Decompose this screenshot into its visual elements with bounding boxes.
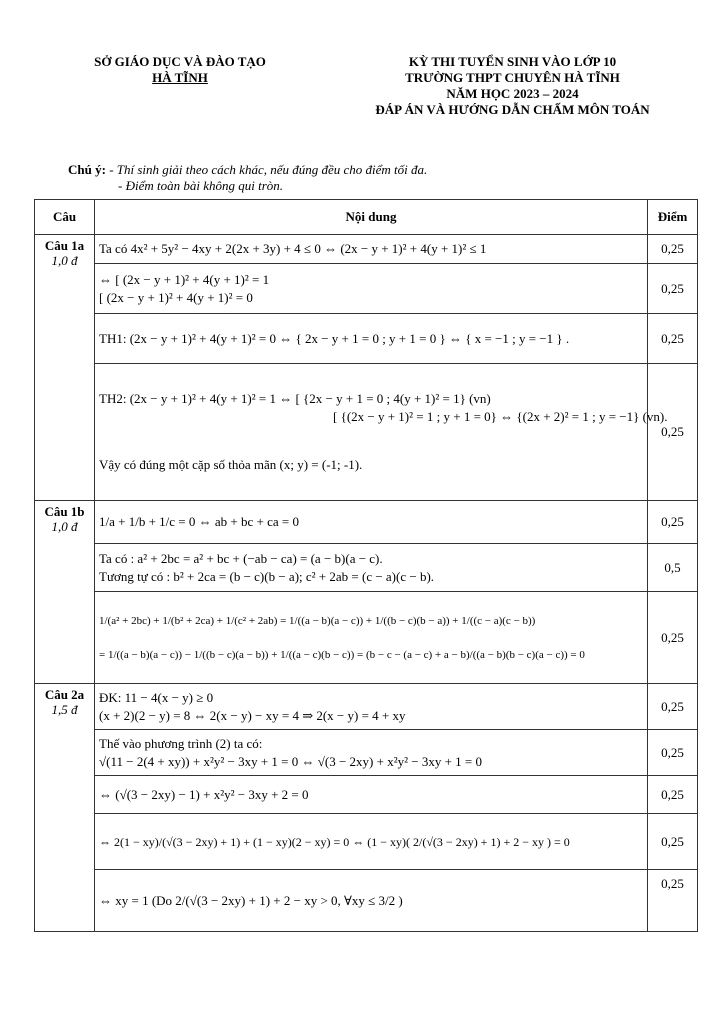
table-row (35, 264, 698, 314)
row-line: Vậy có đúng một cặp số thỏa mãn (x; y) = (-1; -1). (99, 457, 363, 472)
row-content: TH1: (2x − y + 1)² + 4(y + 1)² = 0 ⇔ { 2x − y + 1 = 0 ; y + 1 = 0 } ⇔ { x = −1 ; y = −1 } . (95, 314, 648, 364)
row-score: 0,25 (648, 870, 698, 932)
question-points: 1,5 đ (51, 702, 78, 717)
document-title: ĐÁP ÁN VÀ HƯỚNG DẪN CHẤM MÔN TOÁN (375, 102, 650, 117)
row-line: Ta có : a² + 2bc = a² + bc + (−ab − ca) = (a − b)(a − c). (99, 550, 383, 566)
row-content (95, 264, 648, 314)
question-1b (35, 501, 95, 684)
row-score: 0,25 (648, 730, 698, 776)
table-row (35, 870, 698, 932)
question-label: Câu 1b (44, 504, 85, 519)
row-score: 0,25 (648, 264, 698, 314)
table-row (35, 235, 698, 264)
table-row (35, 364, 698, 501)
table-header-row (35, 200, 698, 235)
row-content (95, 730, 648, 776)
row-content: ⇔ xy = 1 (Do 2/(√(3 − 2xy) + 1) + 2 − xy > 0, ∀xy ≤ 3/2 ) (95, 870, 648, 932)
table-row (35, 814, 698, 870)
row-content: ⇔ 2(1 − xy)/(√(3 − 2xy) + 1) + (1 − xy)(2 − xy) = 0 ⇔ (1 − xy)( 2/(√(3 − 2xy) + 1) + 2 − xy ) = 0 (95, 814, 648, 870)
table-row (35, 501, 698, 544)
table-row (35, 776, 698, 814)
row-line: Thế vào phương trình (2) ta có: (99, 735, 263, 751)
row-content: ⇔ (√(3 − 2xy) − 1) + x²y² − 3xy + 2 = 0 (95, 776, 648, 814)
row-score: 0,25 (648, 235, 698, 264)
school-name: TRƯỜNG THPT CHUYÊN HÀ TĨNH (405, 70, 620, 85)
header-content: Nội dung (95, 200, 648, 235)
row-score: 0,25 (648, 684, 698, 730)
table-row (35, 544, 698, 592)
row-score: 0,25 (648, 364, 698, 501)
table-row (35, 684, 698, 730)
question-points: 1,0 đ (51, 253, 78, 268)
row-content (95, 364, 668, 501)
note-line-2: - Điểm toàn bài không qui tròn. (118, 178, 284, 193)
row-score: 0,25 (648, 814, 698, 870)
question-1a (35, 235, 95, 501)
row-score: 0,25 (648, 776, 698, 814)
question-points: 1,0 đ (51, 519, 78, 534)
header-left (60, 54, 300, 86)
header-right (335, 54, 690, 118)
row-content: 1/a + 1/b + 1/c = 0 ⇔ ab + bc + ca = 0 (95, 501, 648, 544)
note-line-1: - Thí sinh giải theo cách khác, nếu đúng đều cho điểm tối đa. (109, 162, 428, 177)
table-row (35, 314, 698, 364)
question-label: Câu 1a (44, 238, 85, 253)
table-row (35, 730, 698, 776)
row-score: 0,25 (648, 501, 698, 544)
row-score: 0,5 (648, 544, 698, 592)
row-line: (x + 2)(2 − y) = 8 ⇔ 2(x − y) − xy = 4 ⇒ 2(x − y) = 4 + xy (99, 707, 406, 723)
question-label: Câu 2a (44, 687, 85, 702)
row-line: = 1/((a − b)(a − c)) − 1/((b − c)(a − b)) + 1/((a − c)(b − c)) = (b − c − (a − c) + a − b)/((a − b)(b − c)(a − c)) = 0 (99, 648, 585, 661)
row-content (95, 592, 648, 684)
header-score: Điểm (648, 200, 698, 235)
row-content (95, 684, 648, 730)
row-score: 0,25 (648, 592, 698, 684)
note (68, 162, 668, 194)
question-2a (35, 684, 95, 932)
table-row (35, 592, 698, 684)
answer-table (34, 199, 698, 932)
row-line: √(11 − 2(4 + xy)) + x²y² − 3xy + 1 = 0 ⇔ √(3 − 2xy) + x²y² − 3xy + 1 = 0 (99, 753, 482, 769)
row-line: TH2: (2x − y + 1)² + 4(y + 1)² = 1 ⇔ [ {2x − y + 1 = 0 ; 4(y + 1)² = 1} (vn) (99, 391, 491, 406)
department-name: SỞ GIÁO DỤC VÀ ĐÀO TẠO (94, 54, 266, 69)
row-line: Tương tự có : b² + 2ca = (b − c)(b − a); c² + 2ab = (c − a)(c − b). (99, 568, 435, 584)
header-question: Câu (35, 200, 95, 235)
exam-title: KỲ THI TUYỂN SINH VÀO LỚP 10 (408, 54, 617, 69)
row-score: 0,25 (648, 314, 698, 364)
row-line: ĐK: 11 − 4(x − y) ≥ 0 (99, 689, 214, 705)
row-content (95, 544, 648, 592)
row-line: ⇔ [ (2x − y + 1)² + 4(y + 1)² = 1 (99, 271, 270, 287)
province-name: HÀ TĨNH (152, 70, 208, 85)
row-content: Ta có 4x² + 5y² − 4xy + 2(2x + 3y) + 4 ≤ 0 ⇔ (2x − y + 1)² + 4(y + 1)² ≤ 1 (95, 235, 648, 264)
school-year: NĂM HỌC 2023 – 2024 (446, 86, 579, 101)
note-label: Chú ý: (68, 162, 106, 177)
row-line: [ {(2x − y + 1)² = 1 ; y + 1 = 0} ⇔ {(2x + 2)² = 1 ; y = −1} (vn). (333, 409, 668, 424)
row-line: 1/(a² + 2bc) + 1/(b² + 2ca) + 1/(c² + 2ab) = 1/((a − b)(a − c)) + 1/((b − c)(b − a)) + 1/((c − a)(c − b)) (99, 614, 536, 627)
row-line: [ (2x − y + 1)² + 4(y + 1)² = 0 (99, 289, 253, 305)
